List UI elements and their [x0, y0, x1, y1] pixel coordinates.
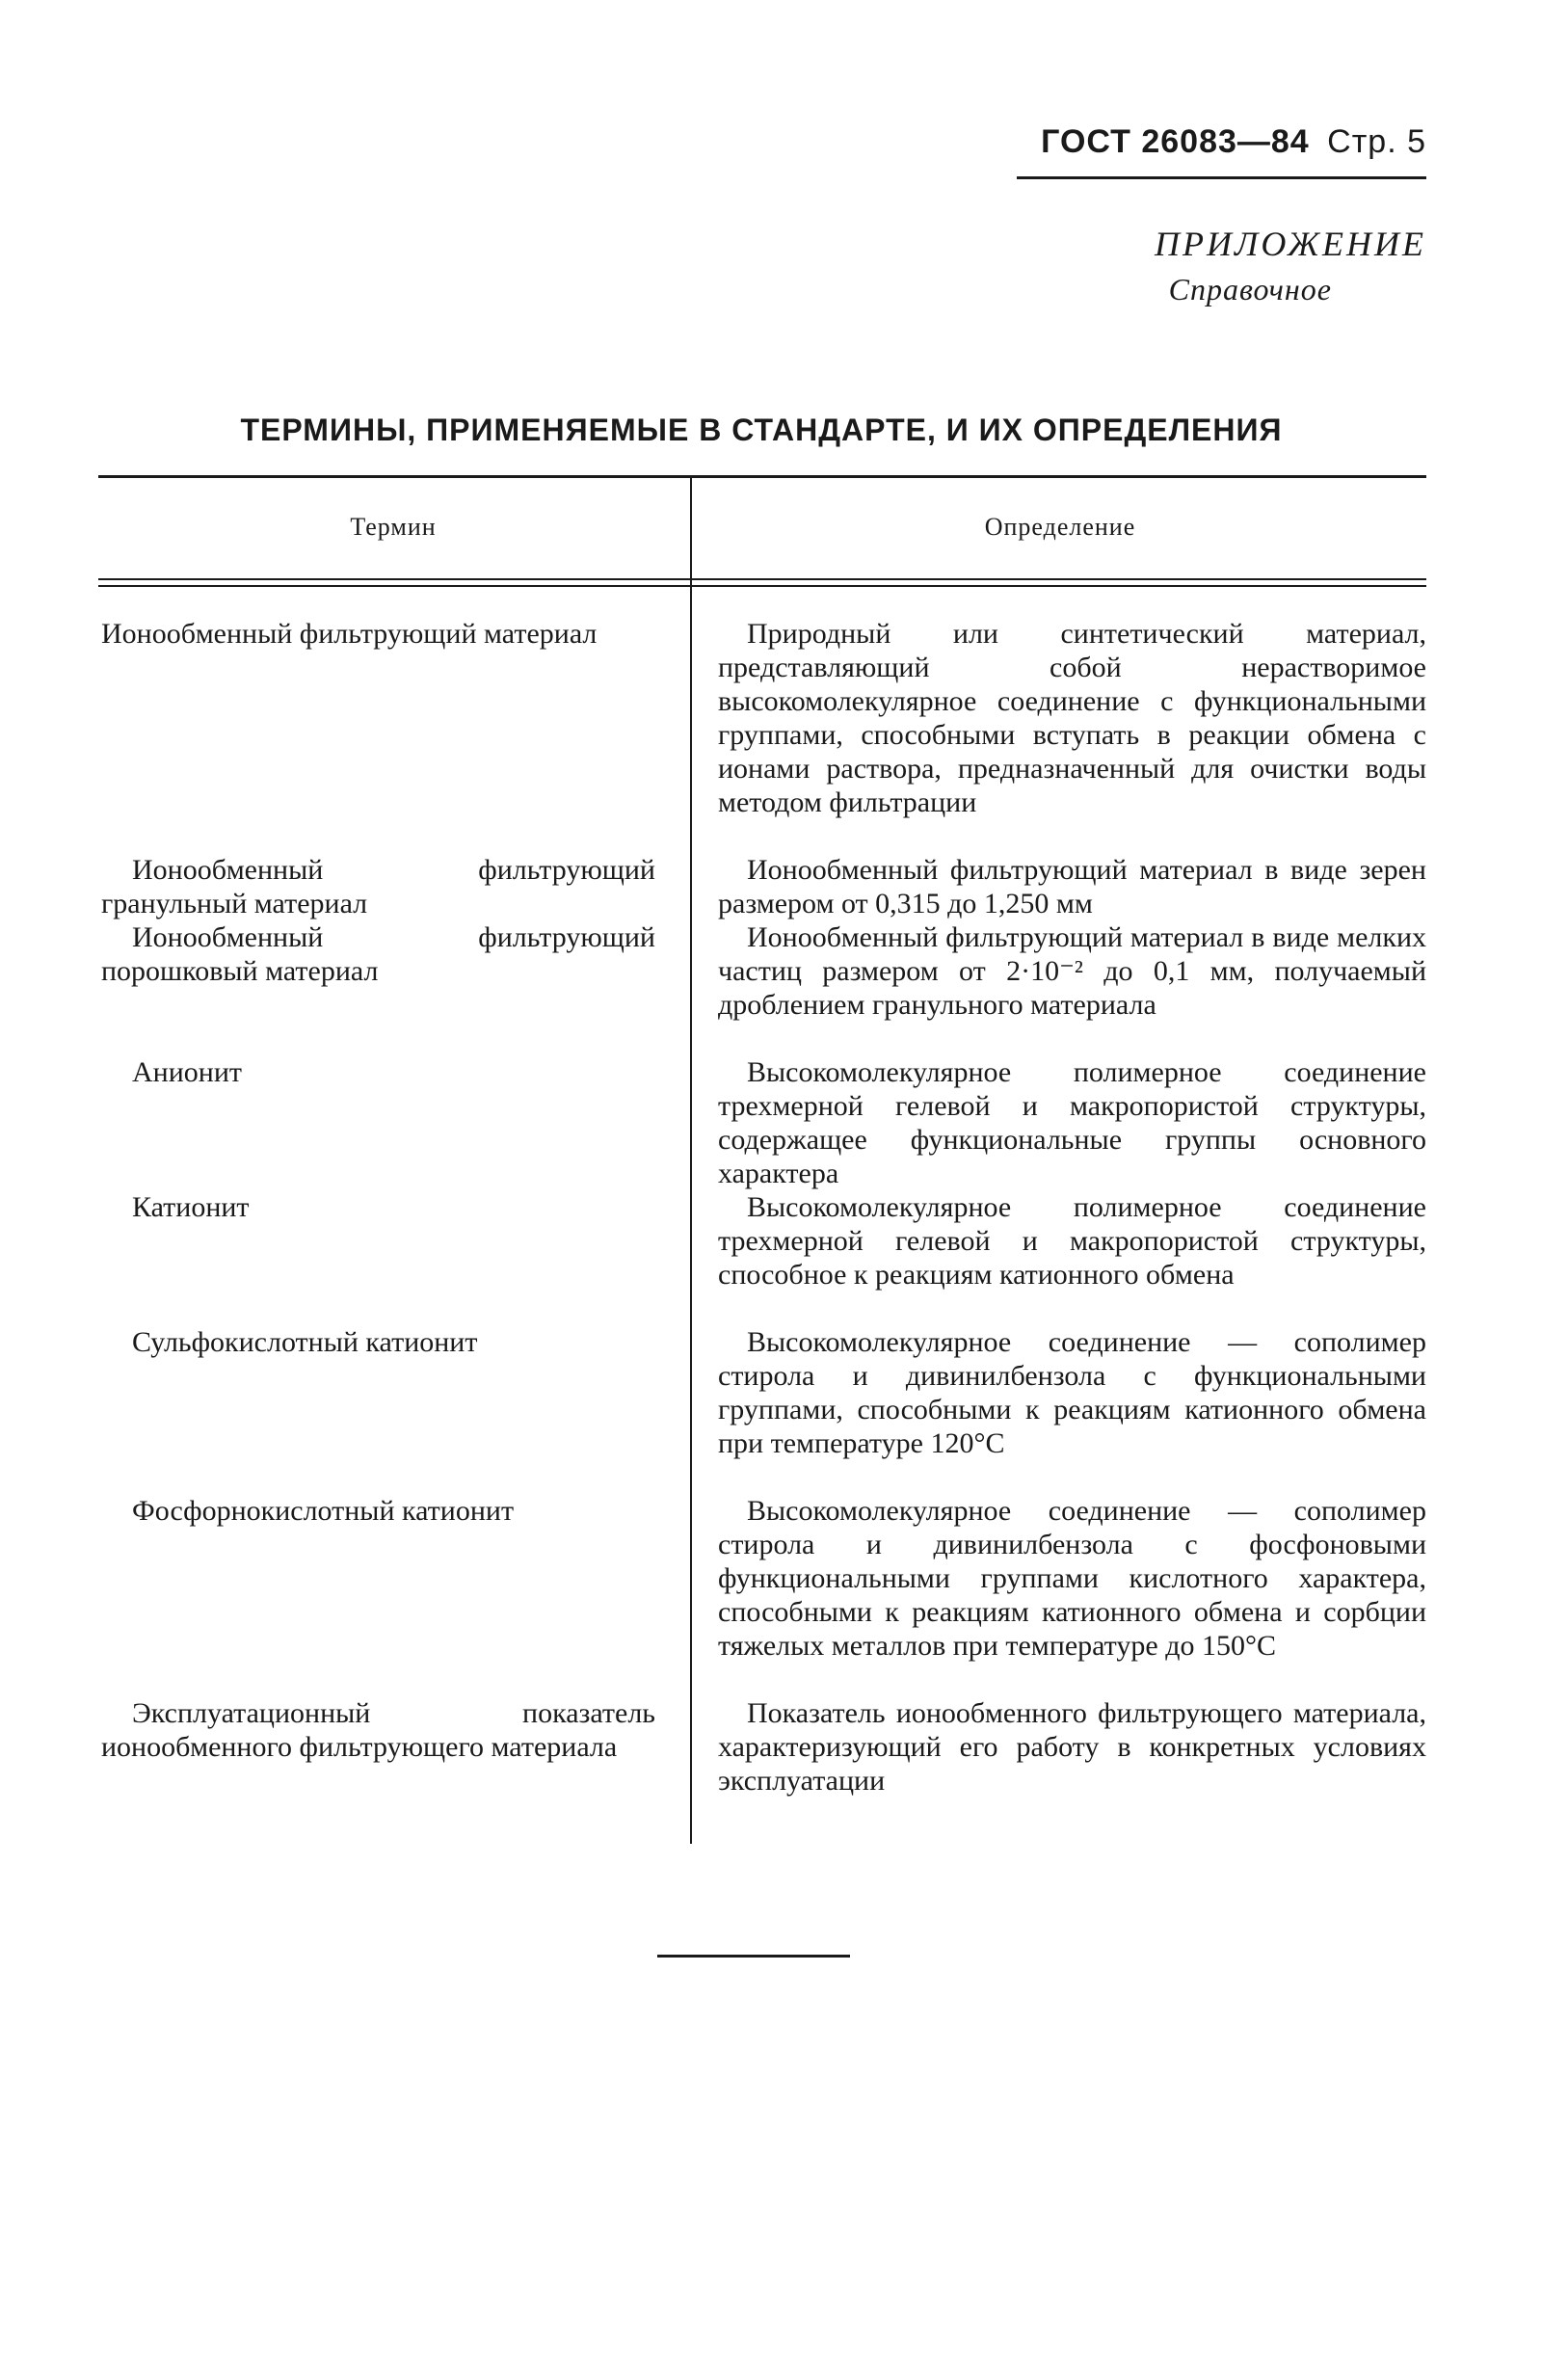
running-head: [1022, 123, 1426, 161]
term-cell: Фосфорнокислотный катионит: [132, 1495, 515, 1527]
page-number: Стр. 5: [1327, 123, 1426, 160]
header-bottom-rule: [98, 578, 1426, 580]
term-cell: Сульфокислотный катионит: [132, 1326, 478, 1358]
header-bottom-rule-double: [98, 585, 1426, 587]
term-cell: Ионообменный фильтрующий материал: [101, 618, 598, 650]
definition-cell: Высокомолекулярное полимерное соединение трехмерной гелевой и макропористой структуры, способное к реакциям катионного обмена: [718, 1191, 1426, 1291]
appendix-subtitle: Справочное: [1168, 272, 1332, 306]
header-rule: [1017, 176, 1426, 179]
term-cell: Ионообменный фильтрующий порошковый материал: [101, 921, 655, 987]
appendix-title: ПРИЛОЖЕНИЕ: [1155, 225, 1426, 263]
term-cell: Эксплуатационный показатель ионообменного фильтрующего материала: [101, 1697, 655, 1763]
document-title: ТЕРМИНЫ, ПРИМЕНЯЕМЫЕ В СТАНДАРТЕ, И ИХ ОПРЕДЕЛЕНИЯ: [240, 413, 1283, 447]
end-rule: [657, 1955, 850, 1958]
column-header-term: Термин: [350, 513, 437, 541]
term-cell: Ионообменный фильтрующий гранульный материал: [101, 854, 655, 919]
term-cell: Анионит: [132, 1056, 242, 1088]
definition-cell: Ионообменный фильтрующий материал в виде зерен размером от 0,315 до 1,250 мм: [718, 854, 1426, 919]
column-header-definition: Определение: [984, 513, 1136, 541]
definition-cell: Высокомолекулярное соединение — сополимер стирола и дивинилбензола с функциональными группами, способными к реакциям катионного обмена при температуре 120°C: [718, 1326, 1426, 1459]
definition-cell: Показатель ионообменного фильтрующего материала, характеризующий его работу в конкретных условиях эксплуатации: [718, 1697, 1426, 1797]
table-top-rule: [98, 475, 1426, 478]
term-cell: Катионит: [132, 1191, 250, 1223]
column-divider: [690, 475, 692, 1844]
standard-number: ГОСТ 26083—84: [1041, 123, 1310, 160]
definition-cell: Высокомолекулярное полимерное соединение трехмерной гелевой и макропористой структуры, содержащее функциональные группы основного характера: [718, 1056, 1426, 1189]
definition-cell: Ионообменный фильтрующий материал в виде мелких частиц размером от 2·10⁻² до 0,1 мм, получаемый дроблением гранульного материала: [718, 921, 1426, 1021]
definition-cell: Природный или синтетический материал, представляющий собой нерастворимое высокомолекулярное соединение с функциональными группами, способными вступать в реакции обмена с ионами раствора, предназначенный для очистки воды методом фильтрации: [718, 618, 1426, 818]
definition-cell: Высокомолекулярное соединение — сополимер стирола и дивинилбензола с фосфоновыми функциональными группами кислотного характера, способными к реакциям катионного обмена и сорбции тяжелых металлов при температуре до 150°C: [718, 1495, 1426, 1662]
